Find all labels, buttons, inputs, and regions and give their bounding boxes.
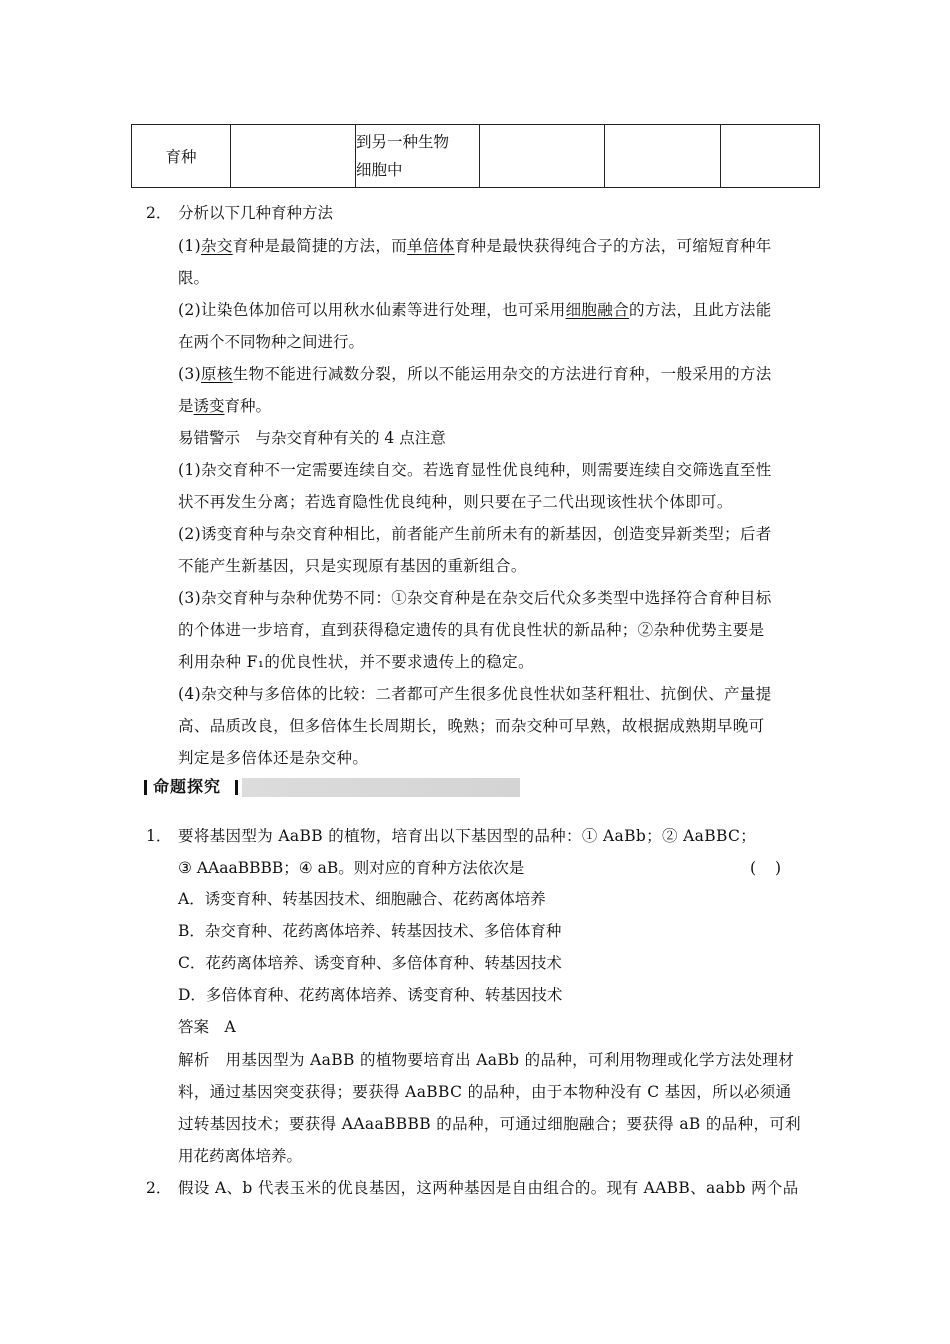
question-stem: 假设 A、b 代表玉米的优良基因，这两种基因是自由组合的。现有 AABB、aabb 两个品	[178, 1179, 799, 1197]
warning-line: 的个体进一步培育，直到获得稳定遗传的具有优良性状的新品种；②杂种优势主要是	[178, 621, 765, 639]
paragraph-line: 在两个不同物种之间进行。	[178, 333, 365, 351]
question-number: 1．	[146, 827, 172, 845]
analysis-line: 过转基因技术；要获得 AAaaBBBB 的品种，可通过细胞融合；要获得 aB 的品种，可利	[178, 1115, 802, 1133]
answer-bracket: ( )	[750, 859, 782, 877]
option-c: C．花药离体培养、诱变育种、多倍体育种、转基因技术	[178, 954, 562, 972]
underlined-term: 杂交	[201, 237, 233, 255]
underlined-term: 细胞融合	[565, 301, 629, 319]
warning-line: 判定是多倍体还是杂交种。	[178, 749, 369, 767]
item-title: 分析以下几种育种方法	[178, 204, 334, 222]
section-header	[144, 778, 520, 797]
paragraph-line: (1)杂交育种是最简捷的方法，而单倍体育种是最快获得纯合子的方法，可缩短育种年	[178, 237, 772, 255]
section-title: 命题探究	[153, 777, 222, 796]
underlined-term: 单倍体	[407, 237, 455, 255]
analysis-line: 用花药离体培养。	[178, 1147, 303, 1165]
warning-line: 状不再发生分离；若选育隐性优良纯种，则只要在子二代出现该性状个体即可。	[178, 493, 733, 511]
table-row	[132, 125, 820, 188]
table-cell-line: 细胞中	[356, 161, 403, 179]
answer-line: 答案 A	[178, 1018, 236, 1036]
option-b: B．杂交育种、花药离体培养、转基因技术、多倍体育种	[178, 922, 562, 940]
analysis-line: 解析 用基因型为 AaBB 的植物要培育出 AaBb 的品种，可利用物理或化学方法处理材	[178, 1051, 795, 1069]
option-a: A．诱变育种、转基因技术、细胞融合、花药离体培养	[178, 890, 546, 908]
table-cell	[231, 125, 356, 188]
option-d: D．多倍体育种、花药离体培养、诱变育种、转基因技术	[178, 986, 563, 1004]
underlined-term: 原核	[201, 365, 233, 383]
warning-line: 不能产生新基因，只是实现原有基因的重新组合。	[178, 557, 527, 575]
paragraph-line: (3)原核生物不能进行减数分裂，所以不能运用杂交的方法进行育种，一般采用的方法	[178, 365, 772, 383]
warning-line: (3)杂交育种与杂种优势不同：①杂交育种是在杂交后代众多类型中选择符合育种目标	[178, 589, 772, 607]
warning-title: 易错警示 与杂交育种有关的 4 点注意	[178, 429, 446, 447]
section-bar	[144, 780, 147, 795]
item-number: 2．	[146, 204, 172, 222]
warning-line: 高、品质改良，但多倍体生长周期长，晚熟；而杂交种可早熟，故根据成熟期早晚可	[178, 717, 765, 735]
table-cell: 育种	[132, 125, 231, 188]
warning-line: (2)诱变育种与杂交育种相比，前者能产生前所未有的新基因，创造变异新类型；后者	[178, 525, 772, 543]
underlined-term: 诱变	[193, 397, 225, 415]
question-number: 2．	[146, 1179, 172, 1197]
breeding-table-row	[131, 124, 820, 188]
warning-line: (1)杂交育种不一定需要连续自交。若选育显性优良纯种，则需要连续自交筛选直至性	[178, 461, 772, 479]
paragraph-line: 限。	[178, 269, 210, 287]
paragraph-line: (2)让染色体加倍可以用秋水仙素等进行处理，也可采用细胞融合的方法，且此方法能	[178, 301, 772, 319]
paragraph-line: 是诱变育种。	[178, 397, 272, 415]
table-cell	[605, 125, 721, 188]
section-bar	[235, 780, 238, 795]
warning-line: 利用杂种 F₁的优良性状，并不要求遗传上的稳定。	[178, 653, 534, 671]
table-cell	[480, 125, 605, 188]
analysis-line: 料，通过基因突变获得；要获得 AaBBC 的品种，由于本物种没有 C 基因，所以必须通	[178, 1083, 792, 1101]
question-stem: ③ AAaaBBBB；④ aB。则对应的育种方法依次是	[178, 859, 525, 877]
table-cell-line: 到另一种生物	[356, 133, 450, 151]
question-stem: 要将基因型为 AaBB 的植物，培育出以下基因型的品种：① AaBb；② AaBBC；	[178, 827, 757, 845]
table-cell	[721, 125, 820, 188]
table-cell	[356, 125, 480, 188]
warning-line: (4)杂交种与多倍体的比较：二者都可产生很多优良性状如茎秆粗壮、抗倒伏、产量提	[178, 685, 772, 703]
